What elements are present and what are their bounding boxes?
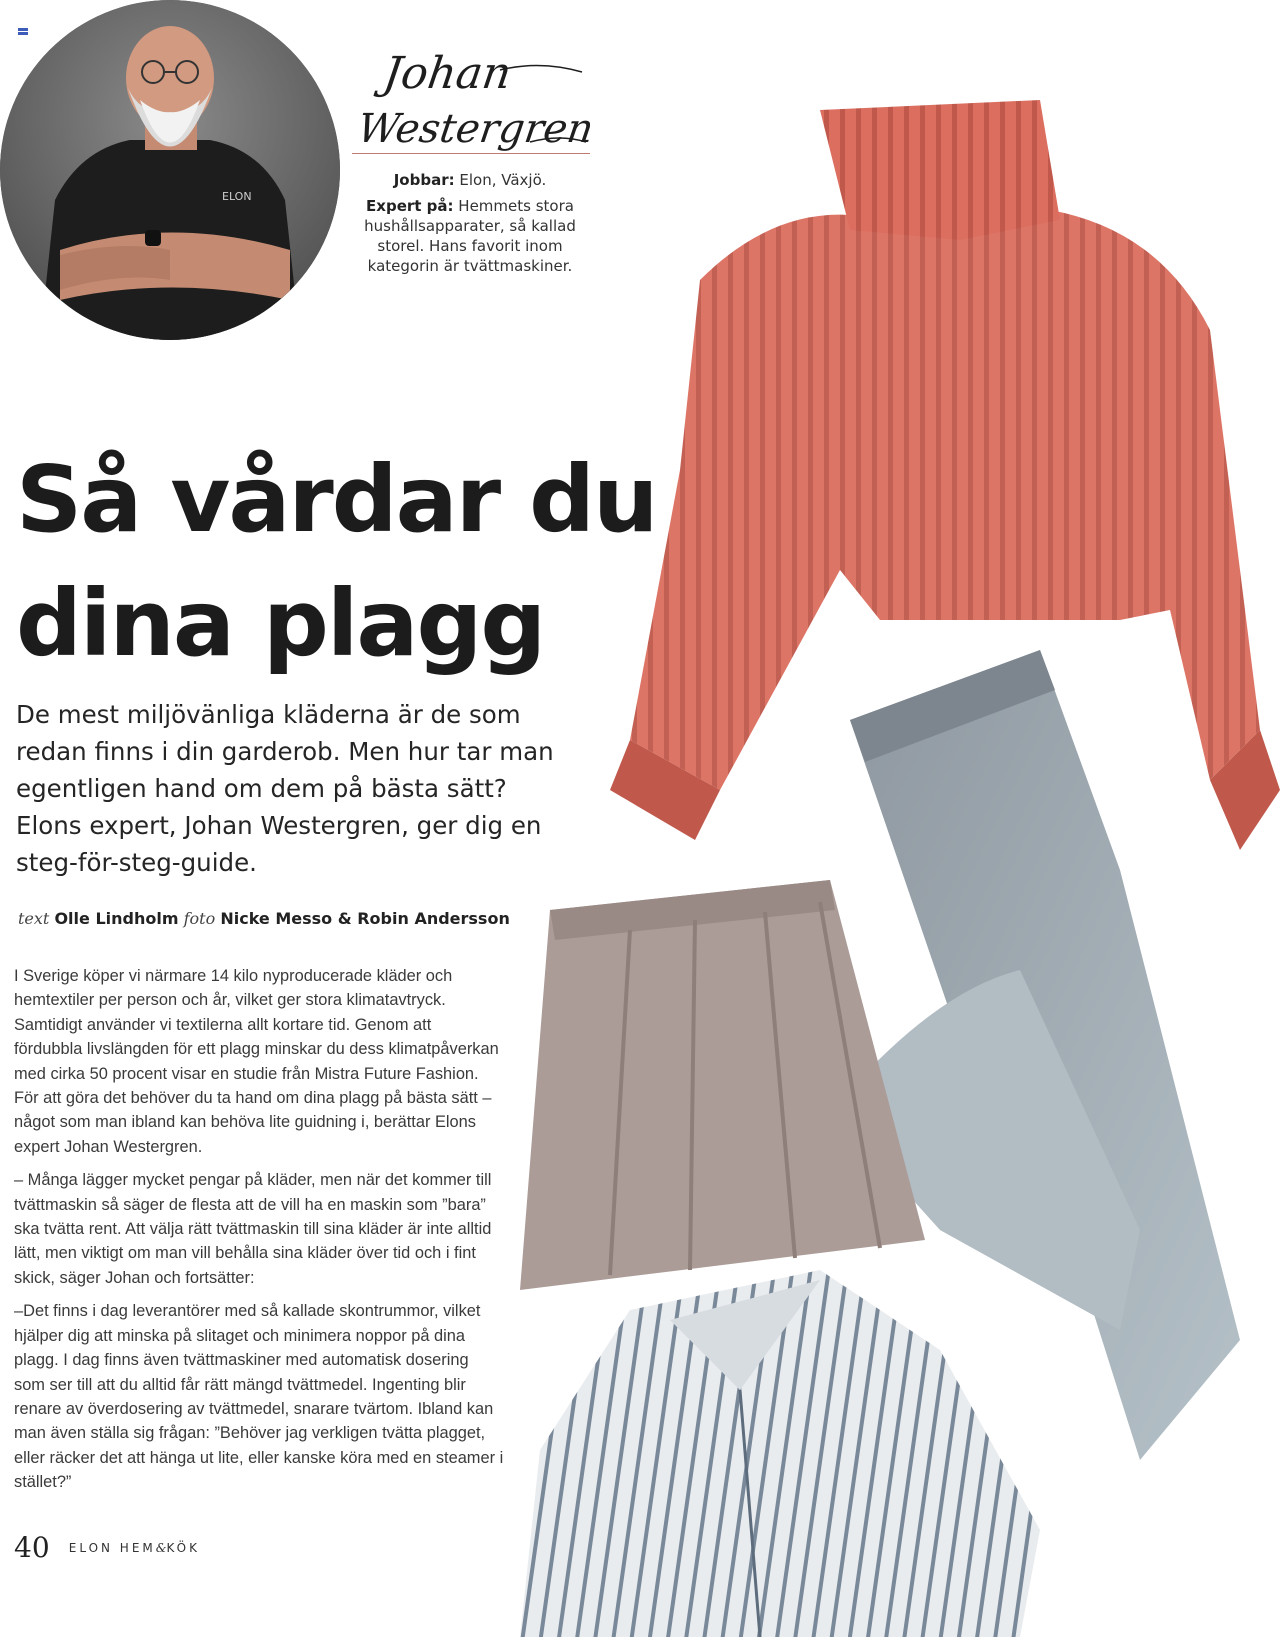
clothing-illustrations bbox=[520, 90, 1280, 1637]
expert-portrait-illustration bbox=[0, 0, 340, 340]
signature-last-name: Westergren bbox=[354, 106, 590, 152]
body-paragraph: – Många lägger mycket pengar på kläder, men när det kommer till tvättmaskin så säger de flesta att de vill ha en maskin som ”bara” ska tvätta rent. Att välja rätt tvättmaskin till sina kläder är inte alltid lätt, men viktigt om man vill behålla sina kläder över tid och i fint skick, säger Johan och fortsätter: bbox=[14, 1171, 492, 1287]
signature-first-name: Johan bbox=[380, 48, 515, 99]
credit-text-label: text bbox=[18, 909, 50, 928]
article-body bbox=[14, 964, 504, 1504]
page-footer bbox=[14, 1531, 314, 1565]
shirt-logo: ELON bbox=[222, 190, 252, 203]
body-paragraph: –Det finns i dag leverantörer med så kallade skontrummor, vilket hjälper dig att minska på slitaget och minimera noppor på dina plagg. I dag finns även tvättmaskiner med automatisk dosering som ser till att du alltid får rätt mängd tvättmedel. Ingenting blir renare av överdosering av tvättmedel, snarare tvärtom. Ibland kan man även ställa sig frågan: ”Behöver jag verkligen tvätta plagget, eller räcker det att hänga ut lite, eller kanske köra med en steamer i stället?” bbox=[14, 1302, 504, 1492]
shirt-illustration bbox=[520, 1270, 1040, 1637]
bio-job-value: Elon, Växjö. bbox=[459, 171, 547, 189]
credit-text-author: Olle Lindholm bbox=[54, 909, 179, 928]
magazine-name-part-2: KÖK bbox=[166, 1540, 200, 1555]
headline-line-1: Så vårdar du bbox=[16, 446, 657, 553]
headline-line-2: dina plagg bbox=[16, 570, 545, 677]
article-credits bbox=[18, 909, 538, 928]
credit-photo-author: Nicke Messo & Robin Andersson bbox=[220, 909, 510, 928]
article-lead: De mest miljövänliga kläderna är de som redan finns i din garderob. Men hur tar man egentligen hand om dem på bästa sätt? Elons expert, Johan Westergren, ger dig en steg-för-steg-guide. bbox=[16, 700, 554, 877]
bio-job-label: Jobbar: bbox=[393, 171, 455, 189]
bio-expert-label: Expert på: bbox=[366, 197, 454, 215]
flag-icon bbox=[18, 20, 28, 27]
magazine-name-part-1: ELON HEM bbox=[68, 1540, 156, 1555]
expert-portrait bbox=[0, 0, 340, 340]
bio-expert-value: Hemmets stora hushållsapparater, så kallad storel. Hans favorit inom kategorin är tvättmaskiner. bbox=[364, 197, 576, 275]
magazine-name-ampersand: & bbox=[155, 1540, 167, 1555]
skirt-illustration bbox=[520, 880, 925, 1290]
credit-photo-label: foto bbox=[183, 909, 216, 928]
magazine-name bbox=[69, 1541, 200, 1555]
page-number: 40 bbox=[14, 1531, 50, 1564]
body-paragraph: I Sverige köper vi närmare 14 kilo nyproducerade kläder och hemtextiler per person och år, vilket ger stora klimatavtryck. Samtidigt använder vi textilerna allt kortare tid. Genom att fördubbla livslängden för ett plagg minskar du dess klimatpåverkan med cirka 50 procent visar en studie från Mistra Future Fashion. För att göra det behöver du ta hand om dina plagg på bästa sätt – något som man ibland kan behöva lite guidning i, berättar Elons expert Johan Westergren. bbox=[14, 967, 499, 1156]
